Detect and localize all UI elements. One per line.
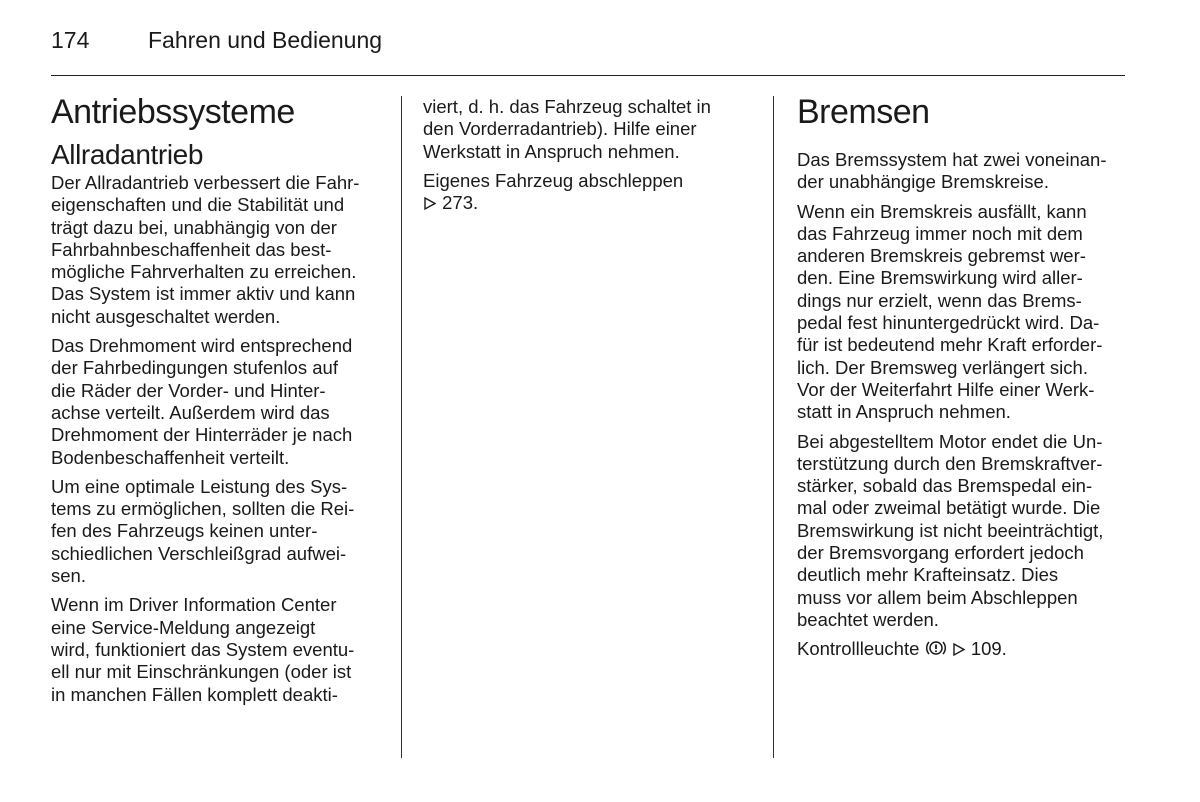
paragraph: Wenn ein Bremskreis ausfällt, kann das Fahrzeug immer noch mit dem anderen Bremskreis gebremst wer- den. Eine Bremswirkung wird aller- dings nur erzielt, wenn das Brems- pedal fest hinuntergedrückt wird. Da- für ist bedeutend mehr Kraft erforder- lich. Der Bremsweg verlängert sich. Vor der Weiterfahrt Hilfe einer Werk- statt in Anspruch nehmen.: [797, 200, 1103, 423]
paragraph: Das Drehmoment wird entsprechend der Fahrbedingungen stufenlos auf die Räder der Vorder- und Hinter- achse verteilt. Außerdem wird das Drehmoment der Hinterräder je nach Bodenbeschaffenheit verteilt.: [51, 335, 353, 468]
column-divider: [401, 96, 402, 758]
arrow-right-icon: [423, 194, 437, 216]
subheading-allradantrieb: Allradantrieb: [51, 139, 203, 170]
warning-ref-page: 109.: [970, 638, 1007, 660]
header-rule: [51, 75, 1125, 76]
arrow-right-icon: [952, 640, 966, 662]
crossref-line[interactable]: [423, 192, 763, 216]
paragraph: Wenn im Driver Information Center eine Service-Meldung angezeigt wird, funktioniert das System eventu- ell nur mit Einschränkungen (oder ist in manchen Fällen komplett deakti-: [51, 594, 355, 705]
brake-warning-icon: [925, 639, 947, 662]
paragraph-crossref-title: Eigenes Fahrzeug abschleppen: [423, 169, 684, 191]
paragraph: Das Bremssystem hat zwei voneinan- der unabhängige Bremskreise.: [797, 149, 1107, 193]
section-title: Fahren und Bedienung: [148, 27, 383, 53]
page-number: 174: [51, 27, 90, 53]
warning-light-line[interactable]: [797, 638, 1132, 662]
crossref-page: 273.: [442, 192, 479, 214]
column-divider: [773, 96, 774, 758]
heading-antriebssysteme: Antriebssysteme: [51, 93, 295, 131]
paragraph: Der Allradantrieb verbessert die Fahr- eigenschaften und die Stabilität und trägt dazu bei, unabhängig von der Fahrbahnbeschaffenheit das best- mögliche Fahrverhalten zu erreichen. Das System ist immer aktiv und kann nicht ausgeschaltet werden.: [51, 172, 360, 327]
column-1: [51, 91, 391, 713]
column-3: [797, 91, 1132, 670]
heading-bremsen: Bremsen: [797, 93, 930, 131]
paragraph: Bei abgestelltem Motor endet die Un- terstützung durch den Bremskraftver- stärker, sobald das Bremspedal ein- mal oder zweimal betätigt wurde. Die Bremswirkung ist nicht beeinträchtigt, der Bremsvorgang erfordert jedoch deutlich mehr Krafteinsatz. Dies muss vor allem beim Abschleppen beachtet werden.: [797, 430, 1104, 630]
warning-label: Kontrollleuchte: [797, 638, 920, 660]
paragraph: viert, d. h. das Fahrzeug schaltet in den Vorderradantrieb). Hilfe einer Werkstatt in Anspruch nehmen.: [423, 96, 711, 162]
page-header: [51, 26, 382, 54]
paragraph: Um eine optimale Leistung des Sys- tems zu ermöglichen, sollten die Rei- fen des Fahrzeugs keinen unter- schiedlichen Verschleißgrad aufwei- sen.: [51, 475, 355, 587]
column-2: [423, 96, 763, 223]
